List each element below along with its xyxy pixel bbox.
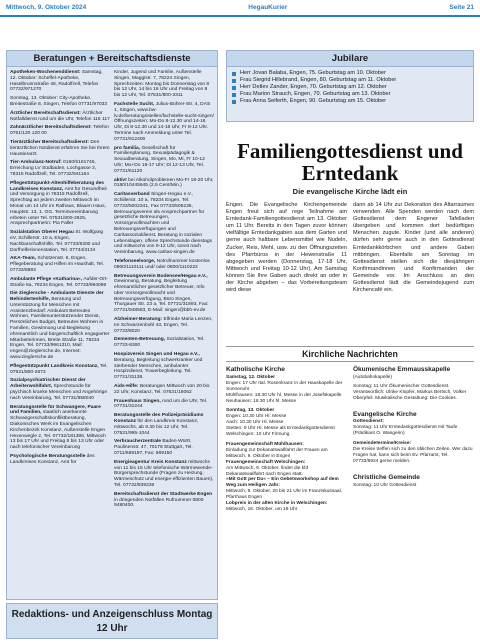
- service-entry-text: Kinder, Jugend und Familie, Außenstelle Singen, Maggistr. 7, 78224 Singen, Sprechzeiten: Montag bis Donnerstag von 8 bis 12 Uhr, 14 bis 16 Uhr und Freitag von 8 bis 12 Uhr, Tel. 07531/800-3311: [114, 70, 210, 99]
- service-entry-text: Beratung, Begleitung schwerkranker und sterbender Menschen, ambulanter Hospizdienst, Trauerbegleitung. Tel. 07731/31138.: [114, 357, 203, 381]
- jubilar-item: Frau Marion Strauch, Engen, 70. Geburtstag am 13. Oktober: [232, 91, 468, 98]
- service-entry-title: Fachstelle Sucht,: [114, 101, 156, 107]
- service-entry-text: Schützenstr. 6, Engen, Pflegeberatung und Hilfen im Haushalt, Tel. 07733/6893: [10, 256, 104, 273]
- church-line: Die Kreise treffen sich zu den üblichen Zeiten. Wer dazu Fragen hat, kann sich beim Ev. Pfarramt, Tel. 07733/8924 gerne melden.: [353, 447, 473, 464]
- kirchliche-title: Kirchliche Nachrichten: [226, 346, 474, 362]
- service-entry: [10, 70, 110, 93]
- service-entry-title: Tier-Ambulanz-Notruf:: [10, 160, 64, 166]
- service-entry-title: Pflegestützpunkt Landkreis Konstanz,: [10, 363, 100, 369]
- service-entry: [114, 337, 214, 349]
- service-entry-text: Samstag, 12. Oktober: Scheffel-Apotheke, Haselbrunnstraße 48, Radolfzell, Telefon 07732/971270: [10, 70, 103, 93]
- kirchliche-nachrichten: [226, 346, 474, 640]
- service-entry-title: Beratungsstelle des Polizeipräsidiums Konstanz: [114, 413, 204, 425]
- jubilar-item: Herr Jovan Balaba, Engen, 75. Geburtstag am 10. Oktober: [232, 70, 468, 77]
- kath-title: Katholische Kirche: [226, 366, 285, 373]
- service-entry: [114, 192, 214, 256]
- church-line: Lobpreis in der alten Kirche in Welschingen:: [226, 501, 328, 507]
- service-entry: [114, 460, 214, 489]
- service-entry-title: Hospizverein Singen und Hegau e.V.,: [114, 352, 200, 358]
- service-entry: [10, 181, 110, 227]
- service-entry-text: rund um die Uhr, Tel. 07731/31244: [114, 398, 208, 410]
- service-entry: [10, 256, 110, 273]
- article-column-2: dann ab 14 Uhr zur Dekoration des Altarraumes verwenden. Alle Spenden werden nach dem Gottesdienst dem Engener Tafelladen übergeben und kommen dort bedürftigen Menschen zugute. Kinder (und alle anderen) dürfen sehr gerne auch in den Gottesdienst Erntedankkörbchen und andere Gaben mitbringen. Ebenfalls am Sonntag im Gottesdienst stellen sich die diesjährigen Konfirmandinnen und Konfirmanden der Gemeinde vor. Im Anschluss an den Gottesdienst lädt die Gemeindejugend zum Kirchencafé ein.: [353, 202, 474, 294]
- service-entry-title: Betreuungsverein Bodensee/Hegau e.V.,: [114, 273, 208, 279]
- service-entry-text: Singen-Hegau e.V., Schillerstr. 10 a, 78234 Engen, Tel. 07733/5002341, Fax 07733/505235, Betreuungsverein als Ansprechpartner für gesetzliche Betreuungen, Vorsorgevollmachten und Betreuungsverfügungen und Caritassozialdienst, Beratung in sozialen Lebenslagen, offene Sprechstunde dienstags und mittwochs von 9-12 Uhr, sonst nach Vereinbarung, www.caritas-singen.de: [114, 192, 213, 256]
- service-entry: [114, 439, 214, 456]
- church-line: Sonntag: 11 Uhr Erntedankgottesdienst mit Taufe (Prädikant O. Wangerin): [353, 425, 458, 437]
- other-churches: [353, 362, 474, 513]
- service-entry-text: Den tierärztlichen Notdienst erfahren Sie bei Ihrem Haustierarzt.: [10, 139, 110, 157]
- service-entry: [114, 352, 214, 381]
- oek-title: Ökumenische Emmausskapelle: [353, 366, 451, 373]
- beratungen-column-1: [10, 70, 110, 512]
- service-entry-title: Ärztlicher Bereitschaftsdienst:: [10, 110, 83, 116]
- service-entry: [114, 317, 214, 334]
- christ-title: Christliche Gemeinde: [353, 473, 420, 481]
- service-entry: [114, 399, 214, 411]
- service-entry-text: St. Wolfgang eV, Schillerstr. 10 a, Engen, Nachbarschaftshilfe, Tel. 07733/8300 und Dorfhelferinnenstation, Tel. 07734/3134: [10, 230, 104, 253]
- service-entry-title: Aids-Hilfe:: [114, 384, 140, 390]
- service-entry: [10, 160, 110, 177]
- service-entry-title: Sozialpsychiatrischer Dienst der Arbeiterwohlfahrt,: [10, 378, 86, 390]
- service-entry: [10, 125, 110, 137]
- jubilare-title: Jubilare: [227, 51, 473, 67]
- service-entry: [114, 492, 214, 509]
- beratungen-column-2: [114, 70, 214, 512]
- service-entry: [114, 413, 214, 436]
- jubilar-item: Herr Detlev Zander, Engen, 70. Geburtstag am 12. Oktober: [232, 84, 468, 91]
- service-entry-title: Apotheken-Wochenenddienst:: [10, 70, 82, 75]
- service-entry-text: Gewinnung, Beratung, Begleitung ehrenamtlicher gesetzlicher Betreuer, Info über Vorsorgevollmacht und Betreuungsverfügung, Büro Singen, Thurgauer Str. 23 a, Tel. 07731/31893, Fax: 07731/948583, E-Mail: singen@bbh-ev.de: [114, 279, 209, 314]
- beratungen-title: Beratungen + Bereitschaftsdienste: [7, 51, 217, 67]
- service-entry-title: Frauenhaus Singen,: [114, 398, 163, 404]
- oek-lines: [353, 384, 474, 402]
- service-entry-text: Notrufnummer kostenlos 0800/1110111 und/ oder 0800/1110222: [114, 258, 210, 270]
- service-entry: [114, 178, 214, 190]
- church-line: Mittwoch, 9. Oktober, 20 bis 21 Uhr im Franziskussaal, Pfarrhaus Engen: [226, 489, 342, 501]
- service-entry-title: aktiv!: [114, 177, 129, 183]
- church-line: Frauengemeinschaft Mühlhausen:: [226, 441, 304, 447]
- service-entry: [10, 378, 110, 401]
- service-entry-title: Beratungsstelle für Schwangere, Paare und Familien,: [10, 404, 101, 416]
- service-entry-text: Sprechstunde für psychisch kranke Menschen und Angehörige nach Vereinbarung, Tel. 07731/958040: [10, 384, 108, 401]
- deadline-text: Redaktions- und Anzeigenschluss Montag 12 Uhr: [11, 609, 213, 634]
- evang-title: Evangelische Kirche: [353, 410, 417, 418]
- service-entry: [114, 259, 214, 271]
- church-line: Samstag, 12. Oktober: [226, 374, 276, 380]
- church-line: Einladung zur Dekanatswallfahrt der Frauen am Mittwoch, 9. Oktober in Engen: [226, 447, 328, 459]
- christ-lines: [353, 483, 474, 489]
- jubilare-box: [226, 50, 474, 122]
- service-entry-text: Sozialstation, Tel. 07733-8300: [114, 337, 205, 349]
- service-entry-text: Ärztlicher Notfalldienst rund um die Uhr, Telefon 116 117: [10, 110, 110, 122]
- church-line: Sonntag: 10 Uhr Gottesdienst: [353, 482, 417, 488]
- service-entry-title: Tierärztlicher Bereitschaftsdienst:: [10, 139, 91, 145]
- church-line: Stetten: 9 Uhr Hl. Messe als Erntedankgottesdienst: [226, 426, 335, 432]
- service-entry-title: Die Zieglersche - Ambulante Dienste der Behindertenhilfe,: [10, 291, 104, 303]
- church-line: Gemeindetermine/Kreise:: [353, 441, 412, 447]
- service-entry-text: Julius-Bührer-Str. 4, DAS 1, Singen, www.bw-lv.de/beratungsstellen/fachstelle-sucht-singen/ Öffnungszeiten: Mo-Do 8-12.30 und 14-16 Uhr, Di 8-12.30 und 14-18 Uhr, Fr 8-12 Uhr. Termine nach Ammeldung unter Tel. 07731/912400: [114, 101, 214, 142]
- service-entry-text: des Landkreises Konstanz, Amt für: [10, 454, 95, 465]
- church-line: Mühlhausen: 18.30 Uhr hl. Messe in der Josefskapelle: [226, 392, 342, 398]
- service-entry-title: Pflegestützpunkt-Altenhilfeberatung des Landkreises Konstanz,: [10, 180, 105, 192]
- church-line: Aach: 10.30 Uhr Hl. Messe: [226, 420, 284, 426]
- church-line: Am Mittwoch, 9. Oktober, findet die kfd Dekanatswallfahrt nach Engen statt.: [226, 465, 309, 477]
- service-entry: [10, 291, 110, 361]
- service-entry-title: Bereitschaftsdienst der Stadtwerke Engen: [114, 491, 213, 497]
- church-line: Frauengemeinschaft Welschingen:: [226, 459, 306, 465]
- service-entry-title: Telefonseelsorge,: [114, 258, 157, 264]
- service-entry: [114, 146, 214, 175]
- service-entry: [10, 230, 110, 253]
- header-publication: HegauKurier: [248, 4, 288, 11]
- service-entry-text: 0160/5181745, Erreichung LV Südbaden, Lochgasse 3, 78315 Radolfzell, Tel. 07732/941164: [10, 160, 97, 177]
- service-entry-text: Beratung und Unterstützung für Menschen mit Assistenzbedarf: Ambulant Betreutes Wohnen, Familienunterstützender Dienst, Persönliches Budget, Betreutes Wohnen in Familien, Gewinnung und Begleitung ehrenamtlich und bürgerschaftlich engagierter Mitarbeiterinnen, Breite Straße 11, 78234 Engen, Tel. 07733/9961310, Mail: engen@zieglersche.de, Internet: www.zieglersche.de: [10, 297, 110, 361]
- deadline-notice: [6, 603, 218, 639]
- service-entry-title: Dementen-Betreuung,: [114, 337, 167, 343]
- jubilare-list: [227, 67, 473, 108]
- service-entry: [10, 364, 110, 376]
- service-entry: [114, 70, 214, 99]
- article-subheadline: Die evangelische Kirche lädt ein: [292, 187, 408, 196]
- article-column-1: Engen. Die Evangelische Kirchengemeinde Engen freut sich auf rege Teilnahme am Erntedank-Familiengottesdienst am 13. Oktober um 11 Uhr. Bereits in den Tagen zuvor können vielfältige Erntedankgaben aus dem Garten und gerne auch haltbare Lebensmittel wie Nudeln, Zucker, Reis, Mehl, usw. zu den Öffnungszeiten des Pfarrbüros in der Hewenstraße 11 abgegeben werden (Donnerstag, 17-18 Uhr, Mittwoch und Freitag 10-12 Uhr). Am Samstag können Sie Ihre Gaben auch direkt an oder in der Kirche abgeben – das Vorbereitungsteam wird diese: [226, 202, 347, 294]
- service-entry-text: staatlich anerkannte Schwangerschaftskonfliktberatung, Diakonisches Werk im Evangelischen Kirchenbezirk Konstanz, Außenstelle Engen Hexenwegle 2, Tel. 07732/181385, Mittwoch 13 bis 17 Uhr und Freitag 8 bis 13 Uhr oder nach telefonischer Vereinbarung: [10, 410, 106, 451]
- service-entry-text: Amt für Gesundheit und Versorgung in 78315 Radolfzell, Sprechtag an jedem zweiten Mittwoch im Monat um 14 Uhr im Rathaus, Blauen Haus, Hauptstr. 13, 1. OG. Terminvereinbarung erbeten unter Tel. 07531/800-2625, Ansprechpartnerin: Pia Faller: [10, 186, 107, 227]
- article: [226, 140, 474, 340]
- service-entry-text: Telefon 0761/120 120 00: [10, 125, 109, 137]
- service-entry-text: bei Alkoholproblemen Mo-Fr 18-20 Uhr, 0180/10445645 (2,5 Cent/Min.): [114, 177, 214, 189]
- page-header: [0, 0, 480, 17]
- service-entry-text: Tel. 07531/800-2673: [10, 363, 108, 375]
- service-entry-title: Ambulante Pflege »Katharina«,: [10, 276, 84, 282]
- service-entry: [114, 384, 214, 396]
- service-entry-title: AKA-Team,: [10, 256, 38, 262]
- jubilar-item: Frau Siegrid Hillebrand, Engen, 80. Geburtstag am 11. Oktober: [232, 77, 468, 84]
- service-entry-text: Gesellschaft für Familienplanung, Sexualpädagogik & Sexualberatung, Singen, Mo, Mi, Fr 10-12 Uhr; Mo+Do 16-17 Uhr; Di 12-13 Uhr, Tel. 07731/61120: [114, 145, 205, 174]
- church-line: Sonntag: 11 Uhr Ökumenischer Gottesdienst. Verantwortlich: Ulrike Klopfer, Markus Bertsch, Volker Oberpfeil. Musikalische Gestaltung: Die Cookies.: [353, 383, 467, 401]
- kath-section: [226, 362, 347, 513]
- service-entry-text: Sonntag, 13. Oktober: City-Apotheke, Breitestraße 8, Singen, Telefon 07731/97033: [10, 96, 107, 107]
- service-entry-text: mittwochs von 11 bis 15 Uhr telefonische Wärmewende-Bürgersprechstunde (Fragen zu Heizung, Wärmeschutz und energie-effizienten Bauen), Tel. 07732/939236: [114, 459, 214, 488]
- jubilar-item: Frau Anna Seiferth, Engen, 90. Geburtstag am 15. Oktober: [232, 98, 468, 105]
- service-entry-title: pro familia,: [114, 145, 142, 151]
- service-entry: [10, 454, 110, 466]
- church-line: Gottesdienst:: [353, 419, 384, 425]
- service-entry-title: Psychologische Beratungsstelle: [10, 454, 87, 460]
- article-headline: Familiengottesdienst und Erntedank: [237, 140, 463, 185]
- oek-subtitle: (Autobahnkapelle): [353, 374, 392, 380]
- church-line: Engen: 10.30 Uhr Hl. Messe: [226, 414, 287, 420]
- service-entry-title: Sozialstation Oberer Hegau: [10, 230, 76, 236]
- service-entry: [10, 96, 110, 108]
- service-entry-text: Aufder-Ort-Straße 8a, 78234 Engen, Tel. 07733/994096: [10, 276, 108, 288]
- service-entry: [10, 140, 110, 157]
- service-entry: [114, 274, 214, 315]
- header-date: Mittwoch, 9. Oktober 2024: [6, 4, 87, 11]
- service-entry-title: Alzheimer-Beratung:: [114, 317, 164, 323]
- service-entry-text: Beratungen Mittwoch von 20 bis 22 Uhr, Konstanz, Tel. 07531/16062: [114, 384, 210, 395]
- service-entry-title: Zahnärztlicher Bereitschaftsdienst:: [10, 125, 94, 131]
- church-line: Neuhausen: 18.30 Uhr hl. Messe: [226, 398, 297, 404]
- kath-lines: [226, 375, 347, 513]
- church-line: Welschingen: 10 Uhr Firmung: [226, 432, 290, 438]
- service-entry: [10, 277, 110, 289]
- service-entry-text: in dringenden Notfällen Rufnummer 0800 9480400.: [114, 497, 204, 509]
- beratungen-box: [6, 50, 218, 600]
- service-entry: [10, 111, 110, 123]
- service-entry: [10, 405, 110, 451]
- church-line: »Mit Gott per Du« – Ein Gebetsworkshop auf dem Weg zum Heiligen Jahr:: [226, 477, 339, 489]
- service-entry-title: Energieagentur Kreis Konstanz: [114, 459, 189, 465]
- service-entry-title: Caritasverband: [114, 192, 151, 198]
- service-entry-title: Verbraucherzentrale: [114, 439, 163, 445]
- church-line: Sonntag, 13. Oktober: [226, 408, 275, 414]
- header-page-number: Seite 21: [449, 4, 474, 11]
- evang-lines: [353, 419, 474, 464]
- service-entry-text: für den Landkreis Konstanz, mittwochs, ab 9.30 bis 12 Uhr, Tel. 07531/995-1044: [114, 419, 199, 436]
- service-entry-text: Elfriede Maria Lenzen, Im Schwarzenbohl 43, Engen, Tel. 07733/8020: [114, 317, 213, 334]
- service-entry-text: Baden-Württ. Paulinenstr. 47, 70178 Stuttgart, Tel. 0711/669197, Fax: 669150: [114, 439, 193, 457]
- church-line: Mittwoch, 16. Oktober, um 19 Uhr: [226, 506, 298, 512]
- church-line: Engen: 17 Uhr Ital. Rosenkranz in der Hauskapelle der Sonnenuhr: [226, 380, 343, 392]
- service-entry: [114, 102, 214, 143]
